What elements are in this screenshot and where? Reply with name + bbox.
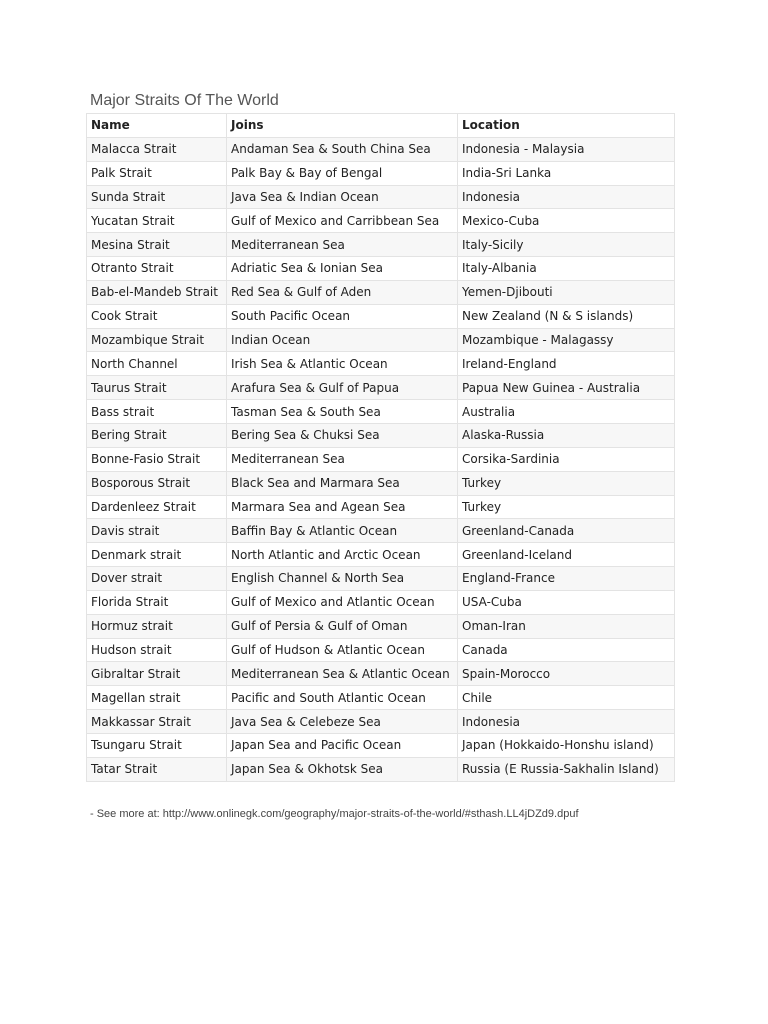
cell-location: Oman-Iran: [458, 614, 675, 638]
cell-name: Davis strait: [87, 519, 227, 543]
cell-joins: Japan Sea and Pacific Ocean: [227, 733, 458, 757]
cell-name: Tsungaru Strait: [87, 733, 227, 757]
table-row: [87, 328, 675, 352]
cell-name: Magellan strait: [87, 686, 227, 710]
cell-location: Corsika-Sardinia: [458, 447, 675, 471]
table-row: [87, 352, 675, 376]
cell-name: North Channel: [87, 352, 227, 376]
cell-joins: Gulf of Mexico and Atlantic Ocean: [227, 590, 458, 614]
cell-joins: South Pacific Ocean: [227, 304, 458, 328]
table-row: [87, 161, 675, 185]
table-row: [87, 710, 675, 734]
cell-location: Indonesia - Malaysia: [458, 137, 675, 161]
cell-name: Palk Strait: [87, 161, 227, 185]
cell-name: Bosporous Strait: [87, 471, 227, 495]
table-row: [87, 471, 675, 495]
source-link[interactable]: - See more at: http://www.onlinegk.com/geography/major-straits-of-the-world/#sthash.LL4jDZd9.dpuf: [90, 808, 579, 820]
cell-name: Florida Strait: [87, 590, 227, 614]
cell-joins: Red Sea & Gulf of Aden: [227, 280, 458, 304]
table-row: [87, 495, 675, 519]
table-row: [87, 543, 675, 567]
cell-location: Canada: [458, 638, 675, 662]
table-row: [87, 447, 675, 471]
table-row: [87, 733, 675, 757]
cell-name: Denmark strait: [87, 543, 227, 567]
cell-name: Hudson strait: [87, 638, 227, 662]
cell-joins: Adriatic Sea & Ionian Sea: [227, 257, 458, 281]
cell-joins: Irish Sea & Atlantic Ocean: [227, 352, 458, 376]
straits-table: [86, 113, 675, 782]
table-row: [87, 257, 675, 281]
cell-joins: Indian Ocean: [227, 328, 458, 352]
cell-joins: Mediterranean Sea & Atlantic Ocean: [227, 662, 458, 686]
cell-name: Sunda Strait: [87, 185, 227, 209]
column-header-joins: Joins: [227, 114, 458, 138]
cell-location: Spain-Morocco: [458, 662, 675, 686]
table-row: [87, 519, 675, 543]
table-row: [87, 590, 675, 614]
cell-location: England-France: [458, 567, 675, 591]
cell-name: Bass strait: [87, 400, 227, 424]
table-header-row: [87, 114, 675, 138]
cell-location: Turkey: [458, 471, 675, 495]
cell-name: Malacca Strait: [87, 137, 227, 161]
table-row: [87, 757, 675, 781]
table-row: [87, 662, 675, 686]
cell-joins: Black Sea and Marmara Sea: [227, 471, 458, 495]
cell-joins: Pacific and South Atlantic Ocean: [227, 686, 458, 710]
cell-location: Russia (E Russia-Sakhalin Island): [458, 757, 675, 781]
cell-name: Gibraltar Strait: [87, 662, 227, 686]
cell-location: Ireland-England: [458, 352, 675, 376]
table-row: [87, 209, 675, 233]
cell-location: USA-Cuba: [458, 590, 675, 614]
cell-location: Indonesia: [458, 710, 675, 734]
cell-name: Makkassar Strait: [87, 710, 227, 734]
page-title: Major Straits Of The World: [90, 92, 279, 109]
cell-location: Mozambique - Malagassy: [458, 328, 675, 352]
cell-joins: English Channel & North Sea: [227, 567, 458, 591]
cell-joins: Java Sea & Celebeze Sea: [227, 710, 458, 734]
cell-joins: North Atlantic and Arctic Ocean: [227, 543, 458, 567]
column-header-location: Location: [458, 114, 675, 138]
cell-location: Australia: [458, 400, 675, 424]
cell-name: Mozambique Strait: [87, 328, 227, 352]
cell-location: Italy-Albania: [458, 257, 675, 281]
cell-name: Dardenleez Strait: [87, 495, 227, 519]
table-row: [87, 423, 675, 447]
cell-name: Otranto Strait: [87, 257, 227, 281]
cell-joins: Baffin Bay & Atlantic Ocean: [227, 519, 458, 543]
cell-name: Tatar Strait: [87, 757, 227, 781]
cell-joins: Arafura Sea & Gulf of Papua: [227, 376, 458, 400]
cell-name: Bering Strait: [87, 423, 227, 447]
cell-name: Cook Strait: [87, 304, 227, 328]
cell-name: Mesina Strait: [87, 233, 227, 257]
cell-location: Alaska-Russia: [458, 423, 675, 447]
table-row: [87, 686, 675, 710]
cell-location: Greenland-Canada: [458, 519, 675, 543]
cell-joins: Japan Sea & Okhotsk Sea: [227, 757, 458, 781]
table-row: [87, 614, 675, 638]
table-row: [87, 638, 675, 662]
cell-joins: Gulf of Mexico and Carribbean Sea: [227, 209, 458, 233]
cell-location: Chile: [458, 686, 675, 710]
cell-joins: Marmara Sea and Agean Sea: [227, 495, 458, 519]
cell-joins: Palk Bay & Bay of Bengal: [227, 161, 458, 185]
table-row: [87, 400, 675, 424]
cell-location: Indonesia: [458, 185, 675, 209]
cell-joins: Andaman Sea & South China Sea: [227, 137, 458, 161]
cell-location: Japan (Hokkaido-Honshu island): [458, 733, 675, 757]
cell-joins: Gulf of Persia & Gulf of Oman: [227, 614, 458, 638]
cell-name: Taurus Strait: [87, 376, 227, 400]
table-row: [87, 376, 675, 400]
table-body: [87, 137, 675, 781]
cell-joins: Tasman Sea & South Sea: [227, 400, 458, 424]
cell-location: Greenland-Iceland: [458, 543, 675, 567]
table-row: [87, 233, 675, 257]
cell-location: India-Sri Lanka: [458, 161, 675, 185]
cell-location: Mexico-Cuba: [458, 209, 675, 233]
cell-location: New Zealand (N & S islands): [458, 304, 675, 328]
cell-joins: Mediterranean Sea: [227, 233, 458, 257]
table-row: [87, 280, 675, 304]
cell-joins: Mediterranean Sea: [227, 447, 458, 471]
table-row: [87, 185, 675, 209]
cell-name: Hormuz strait: [87, 614, 227, 638]
cell-name: Dover strait: [87, 567, 227, 591]
cell-joins: Bering Sea & Chuksi Sea: [227, 423, 458, 447]
cell-name: Yucatan Strait: [87, 209, 227, 233]
cell-location: Yemen-Djibouti: [458, 280, 675, 304]
cell-joins: Java Sea & Indian Ocean: [227, 185, 458, 209]
cell-location: Turkey: [458, 495, 675, 519]
cell-name: Bonne-Fasio Strait: [87, 447, 227, 471]
cell-location: Papua New Guinea - Australia: [458, 376, 675, 400]
column-header-name: Name: [87, 114, 227, 138]
table-row: [87, 567, 675, 591]
cell-name: Bab-el-Mandeb Strait: [87, 280, 227, 304]
table-row: [87, 137, 675, 161]
table-row: [87, 304, 675, 328]
cell-location: Italy-Sicily: [458, 233, 675, 257]
cell-joins: Gulf of Hudson & Atlantic Ocean: [227, 638, 458, 662]
